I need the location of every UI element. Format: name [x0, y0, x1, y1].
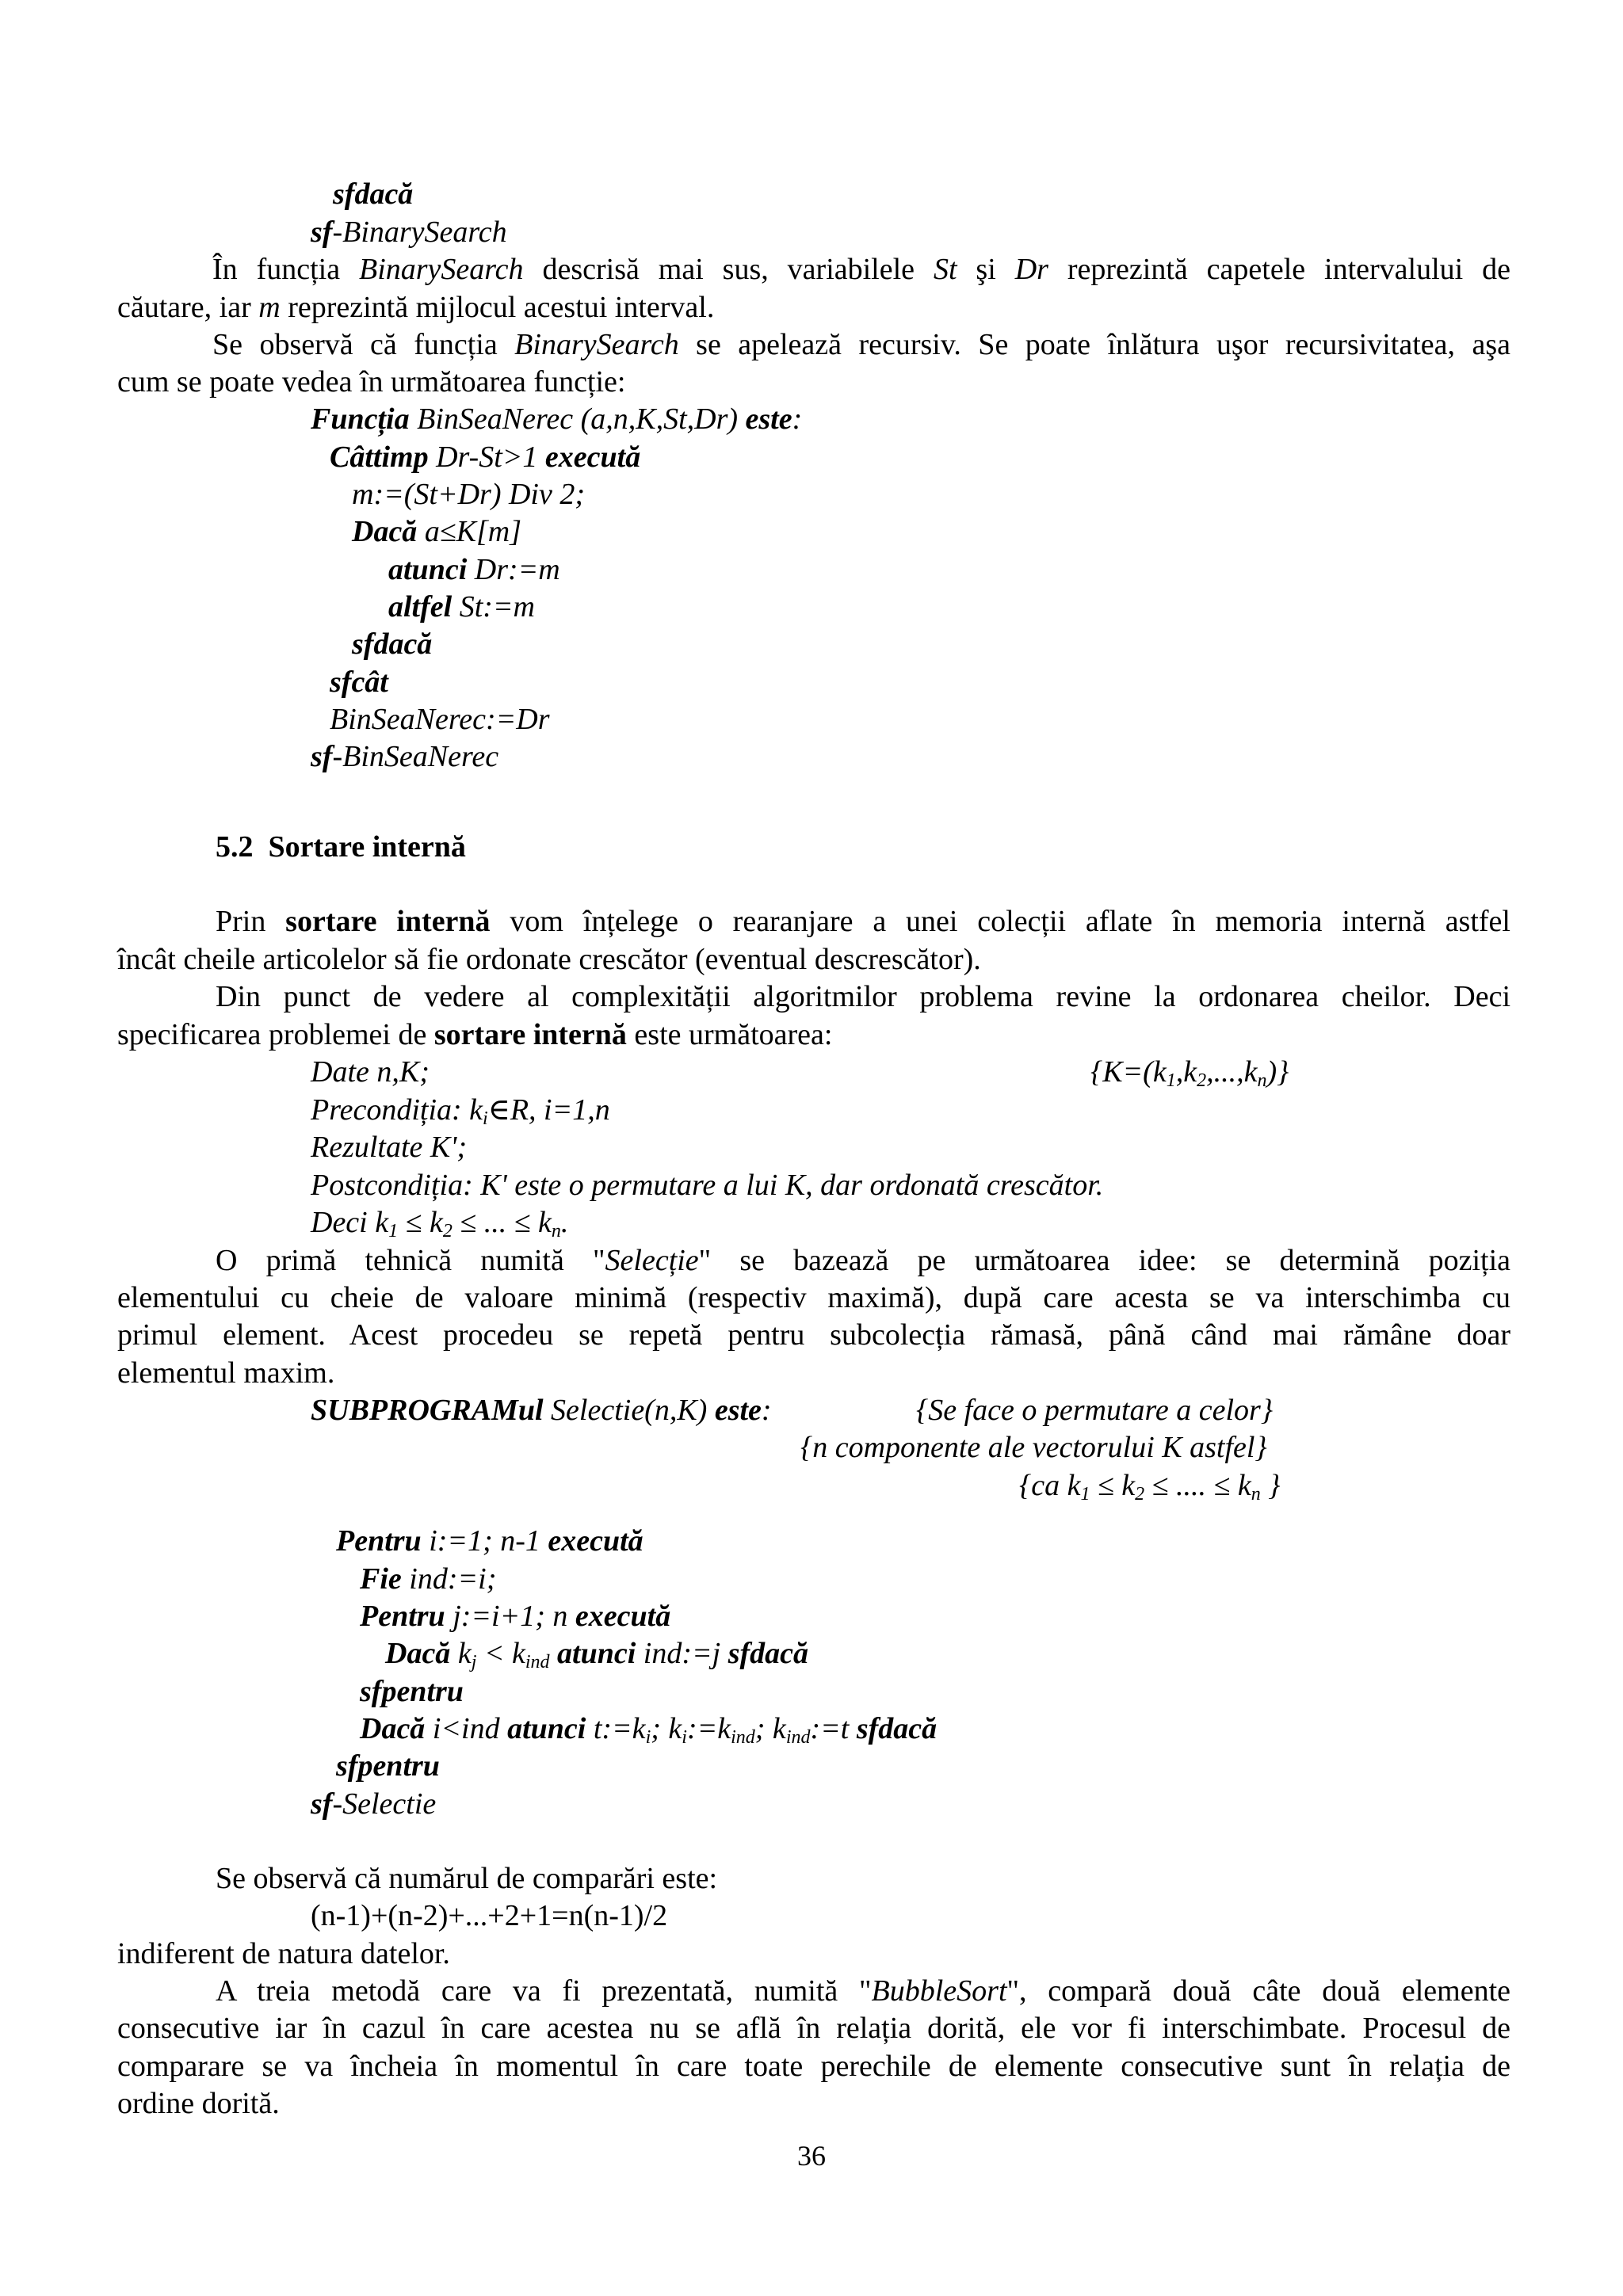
spec-date: Date n,K; [311, 1055, 430, 1089]
selectie-comment-3: {ca $k_1 \le k_2$ ≤ .... ≤ $k_n$ } [1019, 1469, 1281, 1505]
binsea-header: Funcția BinSeaNerec (a,n,K,St,Dr) este: [311, 402, 803, 436]
para4-line2: specificarea problemei de sortare internă este următoarea: [117, 1018, 833, 1051]
para6-line3: indiferent de natura datelor. [117, 1937, 450, 1970]
para5-line3: primul element. Acest procedeu se repetă pentru subcolecția rămasă, până când mai rămâne doar [117, 1318, 1510, 1352]
selectie-sfpentru-outer: sfpentru [336, 1749, 440, 1783]
selectie-comment-2: {n componente ale vectorului K astfel} [800, 1431, 1267, 1464]
para6-formula: (n-1)+(n-2)+...+2+1=n(n-1)/2 [311, 1899, 668, 1932]
para7-line4: ordine dorită. [117, 2087, 280, 2120]
para7-line1: A treia metodă care va fi prezentată, numită "BubbleSort", compară două câte două elemente [216, 1974, 1510, 2008]
code-sf-binarysearch: sf-BinarySearch [311, 215, 507, 249]
spec-rezultate: Rezultate K'; [311, 1131, 468, 1164]
para3-line1: Prin sortare internă vom înțelege o rearanjare a unei colecții aflate în memoria internă astfel [216, 905, 1510, 938]
section-heading: 5.2 Sortare internă [216, 830, 466, 864]
binsea-m-assign: m:=(St+Dr) Div 2; [352, 478, 585, 511]
spec-date-comment: $\{K=(k_1,k_2,...,k_n)\}$ [1090, 1055, 1289, 1091]
para5-line2: elementului cu cheie de valoare minimă (respectiv maximă), după care acesta se va interschimba cu [117, 1281, 1510, 1314]
binsea-return: BinSeaNerec:=Dr [330, 703, 550, 736]
binsea-end: sf-BinSeaNerec [311, 740, 499, 773]
para7-line2: consecutive iar în cazul în care acestea nu se află în relația dorită, ele vor fi interschimbate. Procesul de [117, 2012, 1510, 2045]
binsea-atunci: atunci Dr:=m [388, 553, 560, 586]
para5-line1: O primă tehnică numită "Selecție" se bazează pe următoarea idee: se determină poziția [216, 1244, 1510, 1277]
binsea-cattimp: Câttimp Dr-St>1 execută [330, 441, 641, 474]
selectie-end: sf-Selectie [311, 1787, 437, 1821]
binsea-sfdaca: sfdacă [352, 627, 433, 661]
para2-line1: Se observă că funcția BinarySearch se apelează recursiv. Se poate înlătura uşor recursivitatea, aşa [212, 328, 1510, 361]
binsea-daca: Dacă a≤K[m] [352, 515, 522, 548]
selectie-daca-kj: Dacă $k_j < k_{ind}$ atunci ind:=j sfdacă [385, 1637, 809, 1672]
selectie-pentru-i: Pentru i:=1; n-1 execută [336, 1524, 643, 1558]
binsea-altfel: altfel St:=m [388, 590, 535, 624]
binsea-sfcat: sfcât [330, 666, 388, 699]
spec-preconditie: Precondiția: $k_i\in R$, i=1,n [311, 1093, 610, 1129]
code-sfdaca: sfdacă [333, 177, 414, 211]
para3-line2: încât cheile articolelor să fie ordonate crescător (eventual descrescător). [117, 943, 981, 976]
spec-deci: Deci $k_1 \le k_2$ ≤ ... ≤ $k_n$. [311, 1206, 569, 1241]
para1-line2: căutare, iar m reprezintă mijlocul acestui interval. [117, 291, 715, 324]
selectie-header: SUBPROGRAMul Selectie(n,K) este: [311, 1394, 772, 1427]
selectie-fie: Fie ind:=i; [360, 1562, 497, 1596]
selectie-pentru-j: Pentru j:=i+1; n execută [360, 1600, 671, 1633]
spec-postconditie: Postcondiția: K' este o permutare a lui K, dar ordonată crescător. [311, 1169, 1104, 1202]
para7-line3: comparare se va încheia în momentul în care toate perechile de elemente consecutive sunt în relația de [117, 2050, 1510, 2083]
para1-line1: În funcția BinarySearch descrisă mai sus, variabilele St şi Dr reprezintă capetele intervalului de [212, 253, 1510, 286]
para4-line1: Din punct de vedere al complexității algoritmilor problema revine la ordonarea cheilor. Deci [216, 980, 1510, 1013]
selectie-comment-1: {Se face o permutare a celor} [916, 1394, 1274, 1427]
para2-line2: cum se poate vedea în următoarea funcție: [117, 365, 626, 399]
selectie-daca-swap: Dacă i<ind atunci $t:=k_i$; $k_i:=k_{ind}$; $k_{ind}:=t$ sfdacă [360, 1712, 938, 1748]
page-number: 36 [797, 2140, 826, 2172]
para5-line4: elementul maxim. [117, 1356, 335, 1390]
selectie-sfpentru-inner: sfpentru [360, 1675, 464, 1708]
para6-line1: Se observă că numărul de comparări este: [216, 1862, 718, 1895]
